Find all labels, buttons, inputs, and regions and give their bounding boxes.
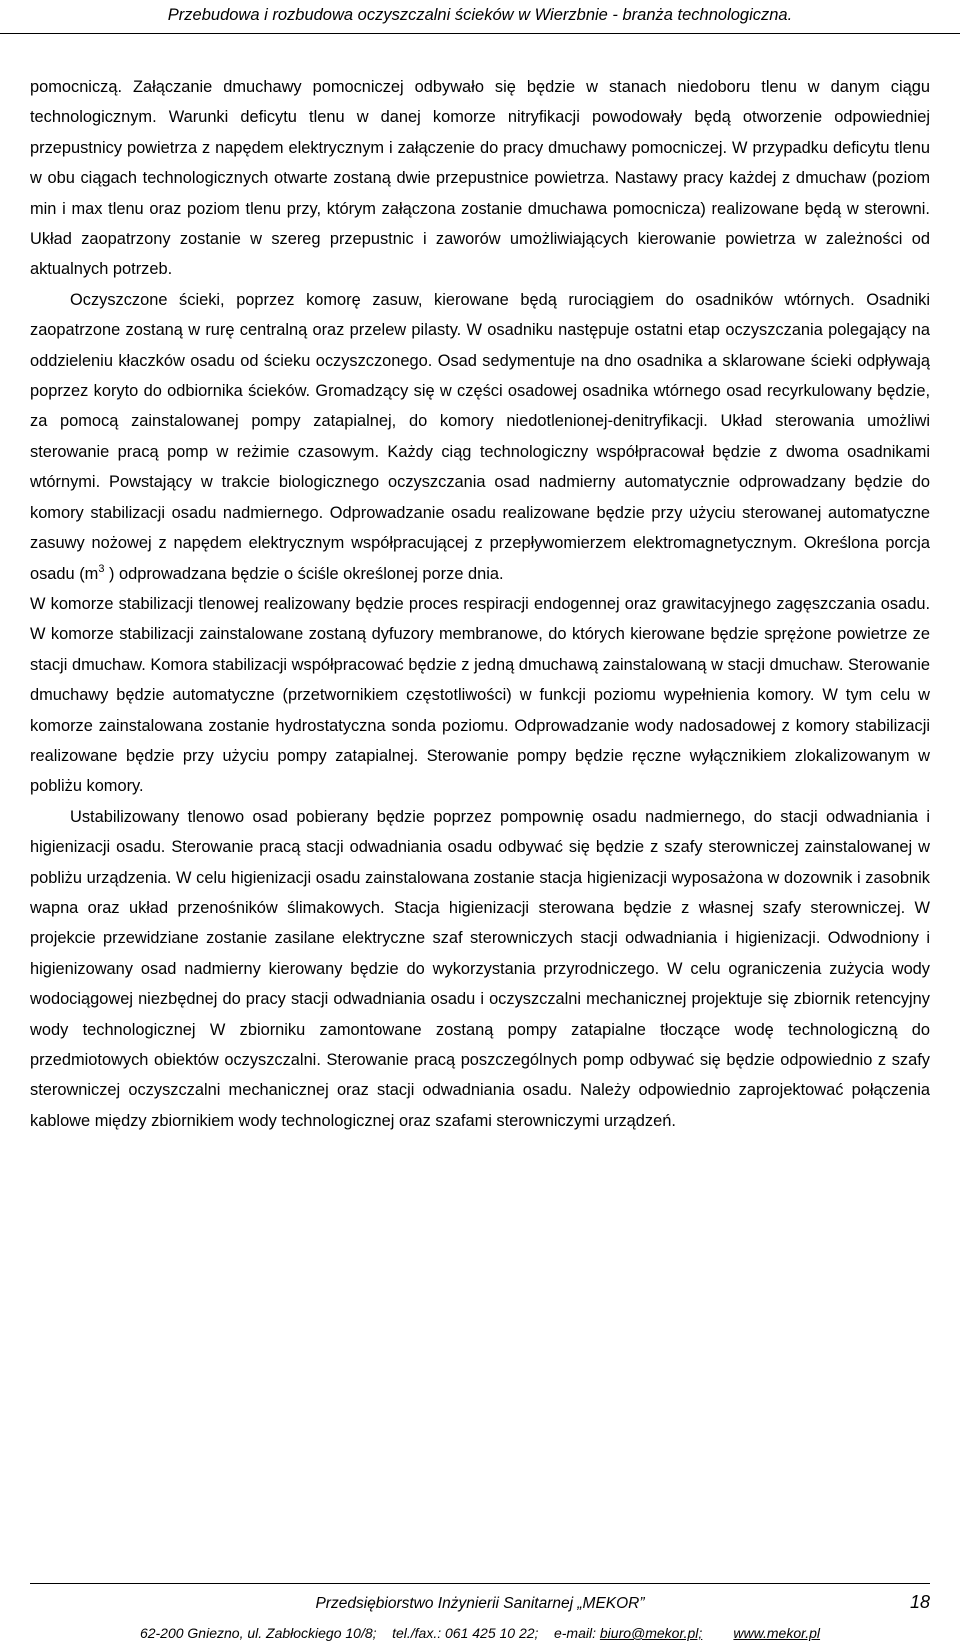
paragraph-stabilization-chamber: W komorze stabilizacji tlenowej realizowany będzie proces respiracji endogennej oraz grawitacyjnego zagęszczania osadu. W komorze stabilizacji zainstalowane zostaną dyfuzory membranowe, do których kierowane będzie sprężone powietrze ze stacji dmuchaw. Komora stabilizacji współpracować będzie z jedną dmuchawą zainstalowaną w stacji dmuchaw. Sterowanie dmuchawy będzie automatyczne (przetwornikiem częstotliwości) w funkcji poziomu wypełnienia komory. W tym celu w komorze zainstalowana zostanie hydrostatyczna sonda poziomu. Odprowadzanie wody nadosadowej z komory stabilizacji realizowane będzie przy użyciu pompy zatapialnej. Sterowanie pompy będzie ręczne wyłącznikiem zlokalizowanym w pobliżu komory. [30, 594, 930, 796]
superscript-exponent: 3 [98, 562, 105, 575]
footer-contact [0, 1623, 960, 1643]
paragraph-text: Oczyszczone ścieki, poprzez komorę zasuw, kierowane będą rurociągiem do osadników wtórnych. Osadniki zaopatrzone zostaną w rurę centralną oraz przelew pilasty. W osadniku następuje ostatni etap oczyszczania polegający na oddzieleniu kłaczków osadu od ścieku oczyszczonego. Osad sedymentuje na dno osadnika a sklarowane ścieki odpływają poprzez koryto do odbiornika ścieków. Gromadzący się w części osadowej osadnika wtórnego osad recyrkulowany będzie, za pomocą zainstalowanej pompy zatapialnej, do komory niedotlenionej-denitryfikacji. Układ sterowania umożliwi sterowanie pracą pomp w reżimie czasowym. Każdy ciąg technologiczny współpracował będzie z dwoma osadnikami wtórnymi. Powstający w trakcie biologicznego oczyszczania osad nadmierny automatycznie odprowadzany będzie do komory stabilizacji osadu nadmiernego. Odprowadzanie osadu realizowane będzie przy użyciu sterowanej automatyczne zasuwy nożowej z napędem elektrycznym współpracującej z przepływomierzem elektromagnetycznym. Określona porcja osadu (m [30, 290, 930, 583]
document-body [30, 72, 930, 1136]
footer-address: 62-200 Gniezno, ul. Zabłockiego 10/8; tel./fax.: 061 425 10 22; e-mail: [139, 1625, 600, 1641]
paragraph-secondary-clarifiers [30, 285, 930, 589]
footer-divider [30, 1583, 930, 1584]
paragraph-dewatering-station: Ustabilizowany tlenowo osad pobierany będzie poprzez pompownię osadu nadmiernego, do stacji odwadniania i higienizacji osadu. Sterowanie pracą stacji odwadniania osadu odbywać się będzie z szafy sterowniczej zainstalowanej w pobliżu urządzenia. W celu higienizacji osadu zainstalowana zostanie stacja higienizacji wyposażona w dozownik i zasobnik wapna oraz układ przenośników ślimakowych. Stacja higienizacji sterowana będzie z własnej szafy sterowniczej. W projekcie przewidziane zostanie zasilane elektryczne szaf sterowniczych stacji odwadniania i higienizacji. Odwodniony i higienizowany osad nadmierny kierowany będzie do wykorzystania przyrodniczego. W celu ograniczenia zużycia wody wodociągowej niezbędnej do pracy stacji odwadniania osadu i oczyszczalni mechanicznej projektuje się zbiornik retencyjny wody technologicznej W zbiorniku zamontowane zostaną pompy zatapialne tłoczące wodę technologiczną do przedmiotowych obiektów oczyszczalni. Sterowanie pracą poszczególnych pomp odbywać się będzie odpowiednio z szafy sterowniczej oczyszczalni mechanicznej oraz stacji odwadniania osadu. Należy odpowiednio zaprojektować połączenia kablowe między zbiornikiem wody technologicznej oraz szafami sterowniczymi urządzeń. [30, 807, 930, 1130]
document-header [0, 0, 960, 34]
header-title: Przebudowa i rozbudowa oczyszczalni ścieków w Wierzbnie - branża technologiczna. [167, 6, 793, 24]
footer-company-name: Przedsiębiorstwo Inżynierii Sanitarnej „MEKOR” [315, 1595, 645, 1612]
paragraph-aeration-control: pomocniczą. Załączanie dmuchawy pomocniczej odbywało się będzie w stanach niedoboru tlenu w danym ciągu technologicznym. Warunki deficytu tlenu w danej komorze nitryfikacji powodowały będą otworzenie odpowiedniej przepustnicy powietrza z napędem elektrycznym i załączenie do pracy dmuchawy pomocniczej. W przypadku deficytu tlenu w obu ciągach technologicznych otwarte zostaną dwie przepustnice powietrza. Nastawy pracy każdej z dmuchaw (poziom min i max tlenu oraz poziom tlenu przy, którym załączona zostanie dmuchawa pomocnicza) realizowane będą w sterowni. Układ zaopatrzony zostanie w szereg przepustnic i zaworów umożliwiających kierowanie powietrza w zależności od aktualnych potrzeb. [30, 78, 930, 279]
paragraph-text-end: ) odprowadzana będzie o ściśle określonej porze dnia. [104, 564, 504, 583]
page-number: 18 [909, 1592, 930, 1612]
footer-gap [702, 1625, 733, 1641]
footer-email-link[interactable]: biuro@mekor.pl; [599, 1625, 703, 1641]
footer-website-link[interactable]: www.mekor.pl [733, 1625, 821, 1641]
